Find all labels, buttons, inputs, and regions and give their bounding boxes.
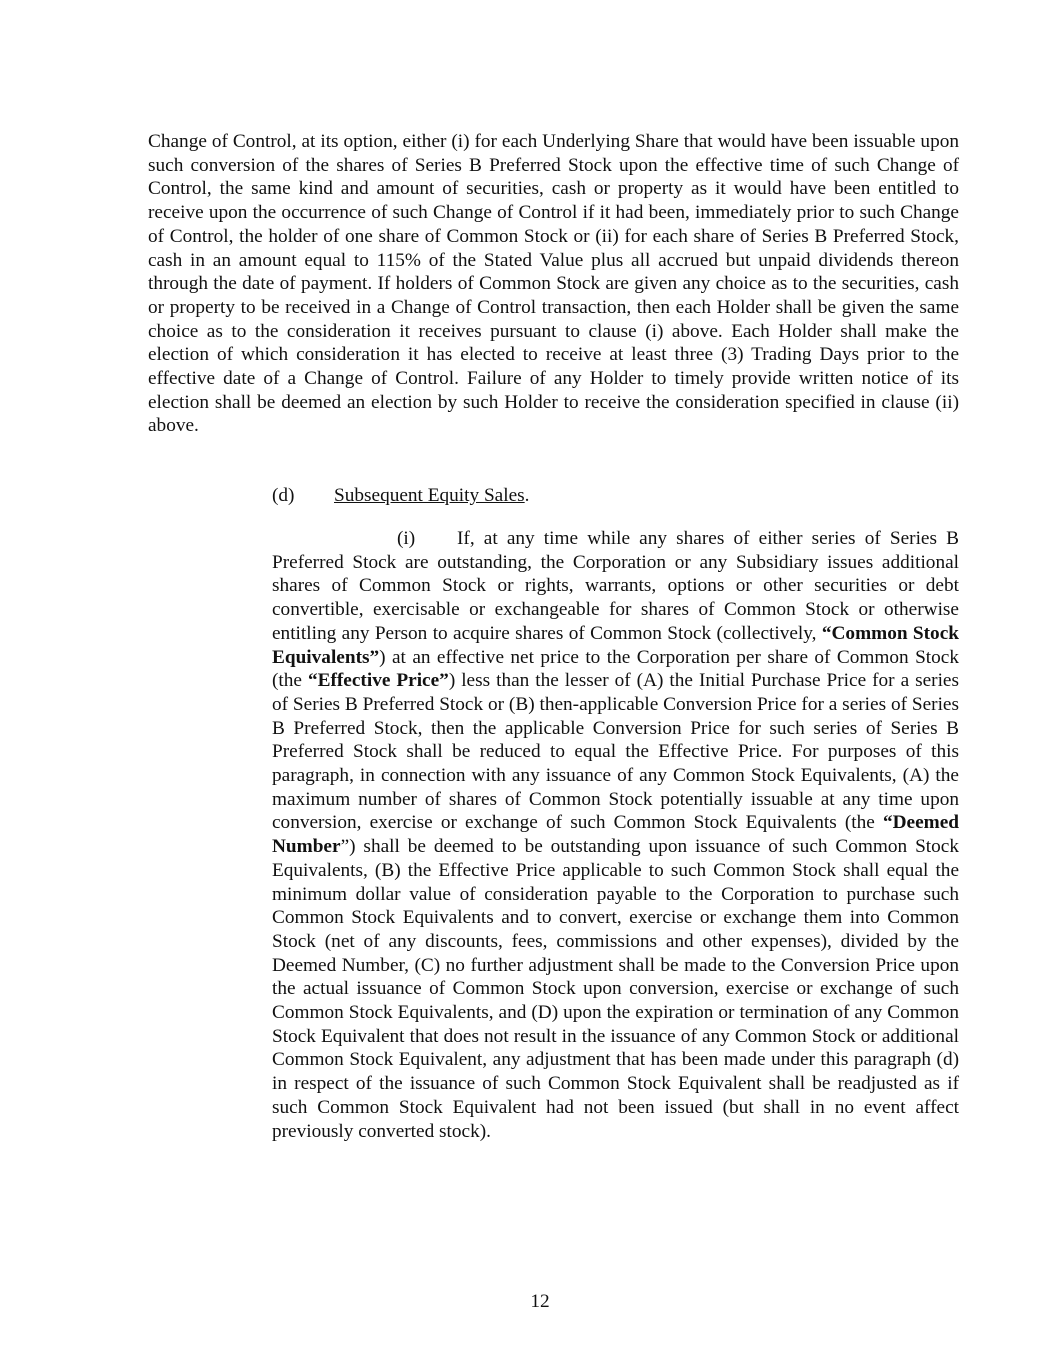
- subsection-text-part-2: ) at an effective net price to the Corporation per share of Common Stock (the: [272, 646, 959, 692]
- defined-term-common-stock-equivalents: “Common Stock Equivalents”: [272, 622, 959, 668]
- subsection-text-part-1: If, at any time while any shares of either series of Series B Preferred Stock are outstanding, the Corporation or any Subsidiary issues additional shares of Common Stock or rights, warrants, options or other securities or debt convertible, exercisable or exchangeable for shares of Common Stock or otherwise entitling any Person to acquire shares of Common Stock (collectively,: [272, 528, 959, 644]
- paragraph-change-of-control: Change of Control, at its option, either (i) for each Underlying Share that would have been issuable upon such conversion of the shares of Series B Preferred Stock upon the effective time of such Change of Control, the same kind and amount of securities, cash or property as it would have been entitled to receive upon the occurrence of such Change of Control if it had been, immediately prior to such Change of Control, the holder of one share of Common Stock or (ii) for each share of Series B Preferred Stock, cash in an amount equal to 115% of the Stated Value plus all accrued but unpaid dividends thereon through the date of payment. If holders of Common Stock are given any choice as to the securities, cash or property to be received in a Change of Control transaction, then each Holder shall be given the same choice as to the consideration it receives pursuant to clause (i) above. Each Holder shall make the election of which consideration it has elected to receive at least three (3) Trading Days prior to the effective date of a Change of Control. Failure of any Holder to timely provide written notice of its election shall be deemed an election by such Holder to receive the consideration specified in clause (ii) above.: [148, 131, 959, 437]
- section-title: Subsequent Equity Sales: [334, 485, 525, 506]
- section-title-period: .: [524, 485, 530, 506]
- section-heading-d: [272, 484, 530, 508]
- page-number: 12: [530, 1291, 550, 1312]
- subsection-text-part-4: ”) shall be deemed to be outstanding upon issuance of such Common Stock Equivalents, (B) the Effective Price applicable to such Common Stock shall equal the minimum dollar value of consideration payable to the Corporation to purchase such Common Stock Equivalents and to convert, exercise or exchange them into Common Stock (net of any discounts, fees, commissions and other expenses), divided by the Deemed Number, (C) no further adjustment shall be made to the Conversion Price upon the actual issuance of Common Stock upon conversion, exercise or exchange of such Common Stock Equivalents, and (D) upon the expiration or termination of any Common Stock Equivalent that does not result in the issuance of any Common Stock or additional Common Stock Equivalent, any adjustment that has been made under this paragraph (d) in respect of the issuance of such Common Stock Equivalent shall be readjusted as if such Common Stock Equivalent had not been issued (but shall in no event affect previously converted stock).: [272, 836, 959, 1142]
- subsection-number: (i): [397, 528, 416, 549]
- section-number: (d): [272, 485, 295, 506]
- defined-term-deemed-number: “Deemed Number: [272, 812, 959, 858]
- subsection-text-part-3: ) less than the lesser of (A) the Initial Purchase Price for a series of Series B Preferred Stock or (B) then-applicable Conversion Price for a series of Series B Preferred Stock, then the applicable Conversion Price for such series of Series B Preferred Stock shall be reduced to equal the Effective Price. For purposes of this paragraph, in connection with any issuance of any Common Stock Equivalents, (A) the maximum number of shares of Common Stock potentially issuable at any time upon conversion, exercise or exchange of such Common Stock Equivalents (the: [272, 670, 959, 834]
- defined-term-effective-price: “Effective Price”: [307, 670, 449, 692]
- paragraph-subsequent-equity-sales: [272, 527, 959, 1143]
